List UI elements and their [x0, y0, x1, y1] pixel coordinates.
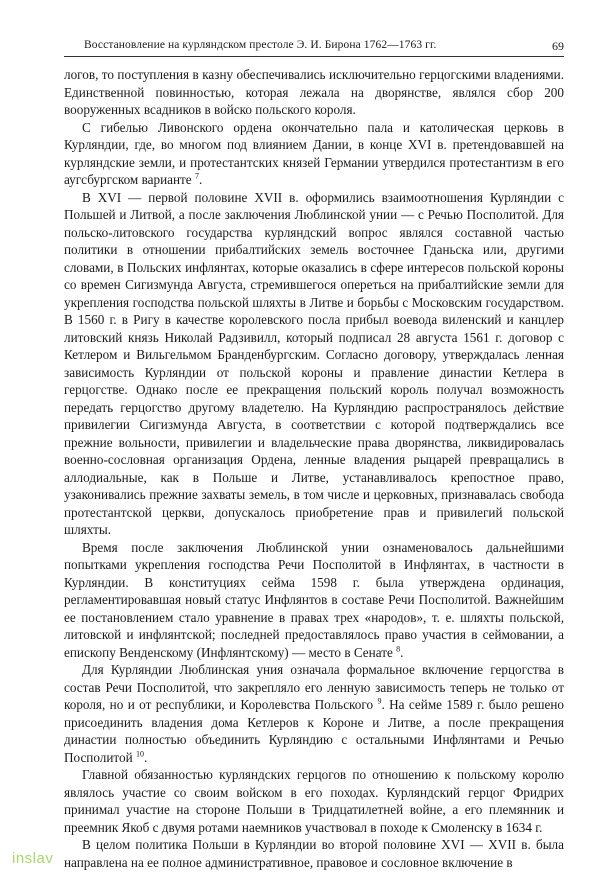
footnote-ref-7[interactable]: 7 — [194, 171, 199, 181]
running-head-title: Восстановление на курляндском престоле Э. И. Бирона 1762—1763 гг. — [84, 39, 437, 51]
watermark: inslav — [12, 850, 54, 867]
paragraph-3: В XVI — первой половине XVII в. оформились взаимоотношения Курляндии с Польшей и Литвой, а после заключения Люблинской унии — с Речью Посполитой. Для польско-литовского государства курляндский вопрос являлся составной частью политики в отношении прибалтийских земель восточнее Гданьска или, другими словами, в Польских инфлянтах, которые оказались в сфере интересов польской короны со времен Сигизмунда Августа, стремившегося опереться на прибалтийские земли для укрепления господства польской шляхты в Литве и борьбы с Московским государством. В 1560 г. в Ригу в качестве королевского посла прибыл воевода виленский и канцлер литовский князь Николай Радзивилл, который подписал 28 августа 1561 г. договор с Кетлером и Вильгельмом Бранденбургским. Согласно договору, утверждалась ленная зависимость Курляндии от польской короны и правление династии Кетлера в герцогстве. Однако после ее прекращения польский король получал возможность передать герцогство другому владетелю. На Курляндию распространялось действие привилегии Сигизмунда Августа, в соответствии с которой подтверждались все прежние вольности, привилегии и владельческие права дворянства, ликвидировалась военно-сословная организация Ордена, ленные владения рыцарей превращались в аллодиальные, как в Польше и Литве, устанавливалось крепостное право, узаконивались прежние захваты земель, в том числе и церковных, признавалась свобода протестантской церкви, допускалось приобретение прав и привилегий польской шляхты. — [64, 189, 564, 537]
footnote-ref-9[interactable]: 9 — [377, 696, 382, 706]
paragraph-7: В целом политика Польши в Курляндии во второй половине XVI — XVII в. была направлена на ее полное административное, правовое и сословное включение в — [64, 837, 564, 870]
paragraph-4: Время после заключения Люблинской унии ознаменовалось дальнейшими попытками укрепления господства Речи Посполитой в Инфлянтах, в частности в Курляндии. В конституциях сейма 1598 г. была утверждена ординация, регламентировавшая новый статус Инфлянтов в составе Речи Посполитой. Важнейшим ее постановлением стало уравнение в правах трех «народов», т. е. шляхты польской, литовской и инфлянтской; последней предоставлялось право участия в сеймовании, а епископу Венденскому (Инфлянтскому) — место в Сенате $^8$. — [64, 539, 564, 660]
paragraph-2: С гибелью Ливонского ордена окончательно пала и католическая церковь в Курляндии, где, во многом под влиянием Дании, в конце XVI в. претендовавшей на курляндские земли, и протестантских князей Германии утвердился протестантизм в его аугсбургском варианте $^7$. — [64, 119, 564, 187]
running-header — [64, 36, 564, 57]
paragraph-6: Главной обязанностью курляндских герцогов по отношению к польскому королю являлось участие со своим войском в его походах. Курляндский герцог Фридрих принимал участие на стороне Польши в Тридцатилетней войне, а его племянник и преемник Якоб с двумя ротами наемников участвовал в походе к Смоленску в 1634 г. — [64, 767, 564, 835]
footnote-ref-8[interactable]: 8 — [396, 644, 401, 654]
page-number: 69 — [552, 39, 564, 53]
footnote-ref-10[interactable]: 10 — [135, 749, 144, 759]
paragraph-5: Для Курляндии Люблинская уния означала формальное включение герцогства в состав Речи Посполитой, что закрепляло его ленную зависимость теперь не только от короля, но и от республики, и Королевства Польского $^9$. На сейме 1589 г. было решено присоединить владения дома Кетлеров к Короне и Литве, а после прекращения династии полностью объединить Курляндию с остальными Инфлянтами и Речью Посполитой $^{10}$. — [64, 662, 564, 765]
body-text — [64, 66, 564, 871]
paragraph-1: логов, то поступления в казну обеспечивались исключительно герцогскими владениями. Единственной повинностью, которая лежала на дворянстве, являлся сбор 200 вооруженных всадников в войско польского короля. — [64, 67, 564, 117]
